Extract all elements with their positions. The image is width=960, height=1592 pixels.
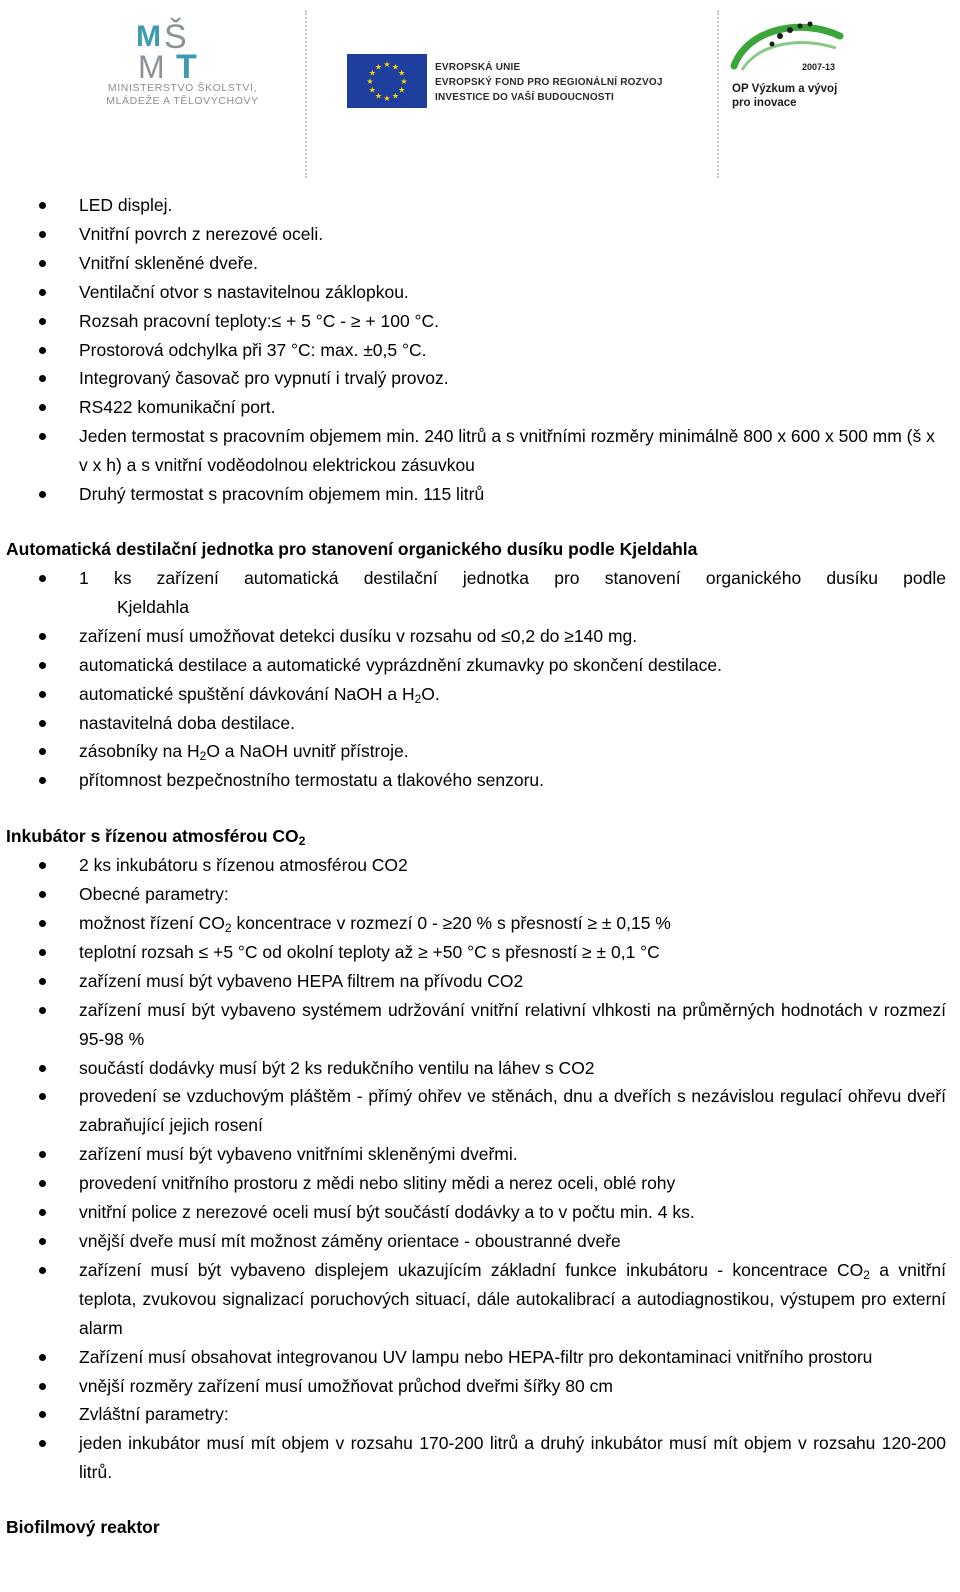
eu-star-icon: ★ [368, 85, 376, 95]
list-item: zařízení musí být vybaveno HEPA filtrem na přívodu CO2 [0, 967, 960, 996]
list-item: Obecné parametry: [0, 880, 960, 909]
section-title-biofilm: Biofilmový reaktor [6, 1517, 160, 1538]
eu-line1: EVROPSKÁ UNIE [435, 62, 521, 73]
eu-star-icon: ★ [398, 68, 406, 78]
bullet-icon [39, 978, 46, 985]
bullet-icon [39, 748, 46, 755]
section-title-incubator: Inkubátor s řízenou atmosférou $CO_2$ [6, 826, 306, 849]
incubator-spec-list [0, 851, 960, 1487]
eu-star-icon: ★ [374, 91, 383, 101]
list-item: Zvláštní parametry: [0, 1400, 960, 1429]
list-item: LED displej. [0, 191, 960, 220]
list-item: vnější rozměry zařízení musí umožňovat průchod dveřmi šířky 80 cm [0, 1372, 960, 1401]
list-item: součástí dodávky musí být 2 ks redukčního ventilu na láhev s CO2 [0, 1054, 960, 1083]
eu-star-icon: ★ [368, 68, 376, 78]
list-item: 2 ks inkubátoru s řízenou atmosférou CO2 [0, 851, 960, 880]
bullet-icon [39, 720, 46, 727]
eu-star-icon: ★ [383, 94, 391, 103]
list-item: zařízení musí být vybaveno vnitřními skleněnými dveřmi. [0, 1140, 960, 1169]
list-item: Integrovaný časovač pro vypnutí i trvalý provoz. [0, 364, 960, 393]
bullet-icon [39, 1065, 46, 1072]
eu-star-icon: ★ [398, 85, 406, 95]
thermostat-spec-list [0, 191, 960, 509]
bullet-icon [39, 491, 46, 498]
bullet-icon [39, 1151, 46, 1158]
bullet-icon [39, 318, 46, 325]
eu-star-icon: ★ [391, 91, 400, 101]
msmt-logo [80, 14, 285, 114]
header-divider [305, 10, 307, 178]
list-item: možnost řízení $CO_2$ koncentrace v rozmezí 0 - ≥20 % s přesností ≥ ± 0,15 % [0, 909, 960, 938]
bullet-icon [39, 777, 46, 784]
bullet-icon [39, 920, 46, 927]
kjeldahl-spec-list [0, 564, 960, 795]
op-vavpi-logo [728, 14, 898, 119]
bullet-icon [39, 891, 46, 898]
bullet-icon [39, 260, 46, 267]
bullet-icon [39, 1209, 46, 1216]
bullet-icon [39, 1383, 46, 1390]
list-item: provedení se vzduchovým pláštěm - přímý ohřev ve stěnách, dnu a dveřích s nezávislou regulací ohřevu dveří zabraňující jejich rosení [0, 1082, 960, 1140]
list-item: zařízení musí být vybaveno displejem ukazujícím základní funkce inkubátoru - koncentrace $CO_2$ a vnitřní teplota, zvukovou signalizací poruchových situací, dále autokalibrací a autodiagnostikou, výstupem pro externí alarm [0, 1256, 960, 1343]
list-item: Prostorová odchylka při 37 °C: max. ±0,5 °C. [0, 336, 960, 365]
bullet-icon [39, 662, 46, 669]
list-item: zásobníky na $H_2O$ a NaOH uvnitř přístroje. [0, 737, 960, 766]
list-item: Vnitřní skleněné dveře. [0, 249, 960, 278]
list-item: Jeden termostat s pracovním objemem min. 240 litrů a s vnitřními rozměry minimálně 800 x 600 x 500 mm (š x v x h) a s vnitřní voděodolnou elektrickou zásuvkou [0, 422, 960, 480]
eu-star-icon: ★ [366, 77, 374, 86]
list-item: nastavitelná doba destilace. [0, 709, 960, 738]
op-swoosh-icon [728, 14, 848, 84]
eu-star-icon: ★ [391, 62, 400, 72]
eu-star-icon: ★ [383, 60, 391, 69]
list-item: Zařízení musí obsahovat integrovanou UV lampu nebo HEPA-filtr pro dekontaminaci vnitřního prostoru [0, 1343, 960, 1372]
bullet-icon [39, 1180, 46, 1187]
list-item: teplotní rozsah ≤ +5 °C od okolní teploty až ≥ +50 °C s přesností ≥ ± 0,1 °C [0, 938, 960, 967]
list-item-continuation: Kjeldahla [117, 596, 189, 617]
svg-text:Š: Š [164, 18, 187, 56]
eu-flag-icon [347, 54, 427, 108]
bullet-icon [39, 1411, 46, 1418]
list-item: Rozsah pracovní teploty:≤ + 5 °C - ≥ + 100 °C. [0, 307, 960, 336]
bullet-icon [39, 1093, 46, 1100]
bullet-icon [39, 1238, 46, 1245]
list-item: Vnitřní povrch z nerezové oceli. [0, 220, 960, 249]
list-item: 1 ks zařízení automatická destilační jednotka pro stanovení organického dusíku podle [0, 564, 960, 593]
list-item: automatické spuštění dávkování NaOH a $H_2O$. [0, 680, 960, 709]
bullet-icon [39, 375, 46, 382]
eu-line2: EVROPSKÝ FOND PRO REGIONÁLNÍ ROZVOJ [435, 77, 663, 88]
document-header [0, 0, 960, 180]
bullet-icon [39, 691, 46, 698]
bullet-icon [39, 949, 46, 956]
list-item: vnější dveře musí mít možnost záměny orientace - oboustranné dveře [0, 1227, 960, 1256]
eu-star-icon: ★ [400, 77, 408, 86]
eu-star-icon: ★ [374, 62, 383, 72]
bullet-icon [39, 433, 46, 440]
header-divider [717, 10, 719, 178]
bullet-icon [39, 404, 46, 411]
op-line2: pro inovace [732, 97, 797, 109]
list-item: provedení vnitřního prostoru z mědi nebo slitiny mědi a nerez oceli, oblé rohy [0, 1169, 960, 1198]
list-item: Ventilační otvor s nastavitelnou záklopkou. [0, 278, 960, 307]
section-title-kjeldahl: Automatická destilační jednotka pro stanovení organického dusíku podle Kjeldahla [6, 538, 698, 559]
bullet-icon [39, 347, 46, 354]
list-item: automatická destilace a automatické vyprázdnění zkumavky po skončení destilace. [0, 651, 960, 680]
msmt-name-line1: MINISTERSTVO ŠKOLSTVÍ, [107, 82, 258, 94]
svg-text:T: T [176, 48, 197, 80]
bullet-icon [39, 862, 46, 869]
list-item: jeden inkubátor musí mít objem v rozsahu 170-200 litrů a druhý inkubátor musí mít objem v rozsahu 120-200 litrů. [0, 1429, 960, 1487]
svg-text:M: M [136, 20, 161, 53]
op-years: 2007-13 [802, 62, 836, 72]
list-item: zařízení musí být vybaveno systémem udržování vnitřní relativní vlhkosti na průměrných hodnotách v rozmezí 95-98 % [0, 996, 960, 1054]
list-item: RS422 komunikační port. [0, 393, 960, 422]
bullet-icon [39, 1007, 46, 1014]
bullet-icon [39, 231, 46, 238]
eu-line3: INVESTICE DO VAŠÍ BUDOUCNOSTI [435, 92, 614, 103]
bullet-icon [39, 1267, 46, 1274]
bullet-icon [39, 202, 46, 209]
document-body [0, 191, 960, 1542]
svg-text:M: M [138, 49, 165, 80]
list-item: Druhý termostat s pracovním objemem min. 115 litrů [0, 480, 960, 509]
bullet-icon [39, 575, 46, 582]
msmt-name-line2: MLÁDEŽE A TĚLOVÝCHOVY [106, 95, 259, 107]
list-item: zařízení musí umožňovat detekci dusíku v rozsahu od ≤0,2 do ≥140 mg. [0, 622, 960, 651]
msmt-logo-mark [132, 16, 232, 80]
bullet-icon [39, 289, 46, 296]
bullet-icon [39, 1354, 46, 1361]
list-item: vnitřní police z nerezové oceli musí být součástí dodávky a to v počtu min. 4 ks. [0, 1198, 960, 1227]
bullet-icon [39, 1440, 46, 1447]
bullet-icon [39, 633, 46, 640]
list-item: přítomnost bezpečnostního termostatu a tlakového senzoru. [0, 766, 960, 795]
op-line1: OP Výzkum a vývoj [732, 83, 838, 95]
eu-logo [347, 54, 687, 110]
